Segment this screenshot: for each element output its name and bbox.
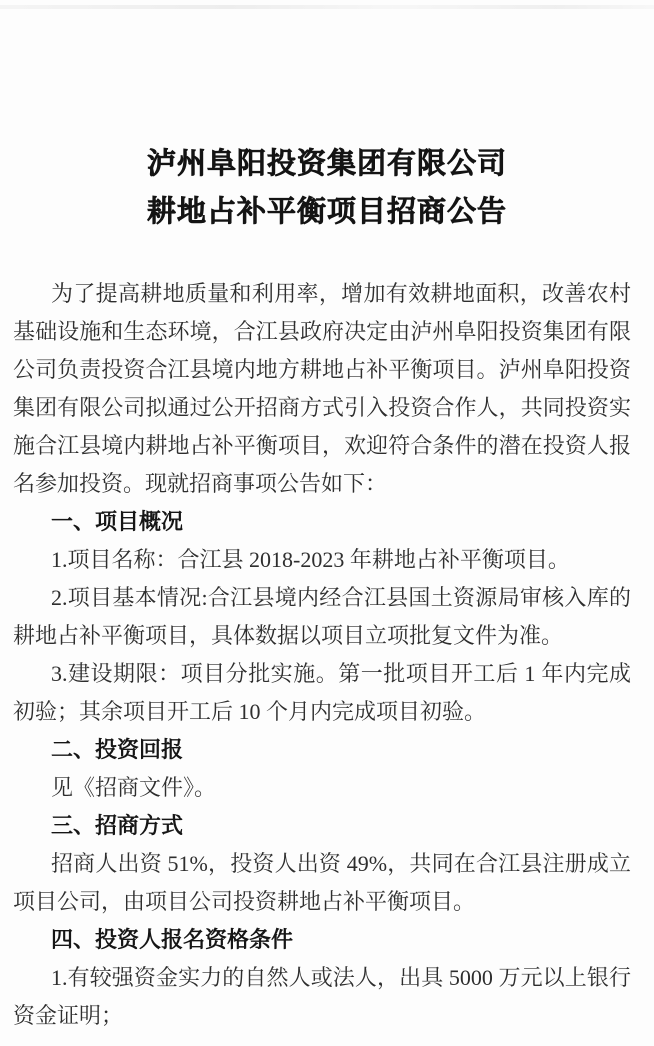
section-heading-1: 一、项目概况 [51,509,184,534]
title-line-2: 耕地占补平衡项目招商公告 [146,196,507,228]
section-heading-2: 二、投资回报 [51,737,184,762]
investment-return-paragraph: 见《招商文件》。 [51,775,217,800]
intro-paragraph: 为了提高耕地质量和利用率，增加有效耕地面积，改善农村基础设施和生态环境，合江县政府决定由泸州阜阳投资集团有限公司负责投资合江县境内地方耕地占补平衡项目。泸州阜阳投资集团有限公司拟通过公开招商方式引入投资合作人，共同投资实施合江县境内耕地占补平衡项目，欢迎符合条件的潜在投资人报名参加投资。现就招商事项公告如下： [13,281,631,496]
section-heading-4: 四、投资人报名资格条件 [51,927,294,952]
section-heading-3: 三、招商方式 [51,813,184,838]
document-title [0,0,654,236]
scan-edge-artifact [0,5,654,9]
investment-ratio-paragraph: 招商人出资 51%，投资人出资 49%，共同在合江县注册成立项目公司，由项目公司投资耕地占补平衡项目。 [13,851,631,914]
construction-period-paragraph: 3.建设期限：项目分批实施。第一批项目开工后 1 年内完成初验；其余项目开工后 10 个月内完成项目初验。 [13,661,631,724]
project-basic-info-paragraph: 2.项目基本情况:合江县境内经合江县国土资源局审核入库的耕地占补平衡项目，具体数据以项目立项批复文件为准。 [13,585,631,648]
title-line-1: 泸州阜阳投资集团有限公司 [146,148,507,180]
project-name-paragraph: 1.项目名称：合江县 2018-2023 年耕地占补平衡项目。 [51,547,570,572]
qualification-paragraph: 1.有较强资金实力的自然人或法人，出具 5000 万元以上银行资金证明； [13,965,631,1028]
document-body [0,275,654,1035]
